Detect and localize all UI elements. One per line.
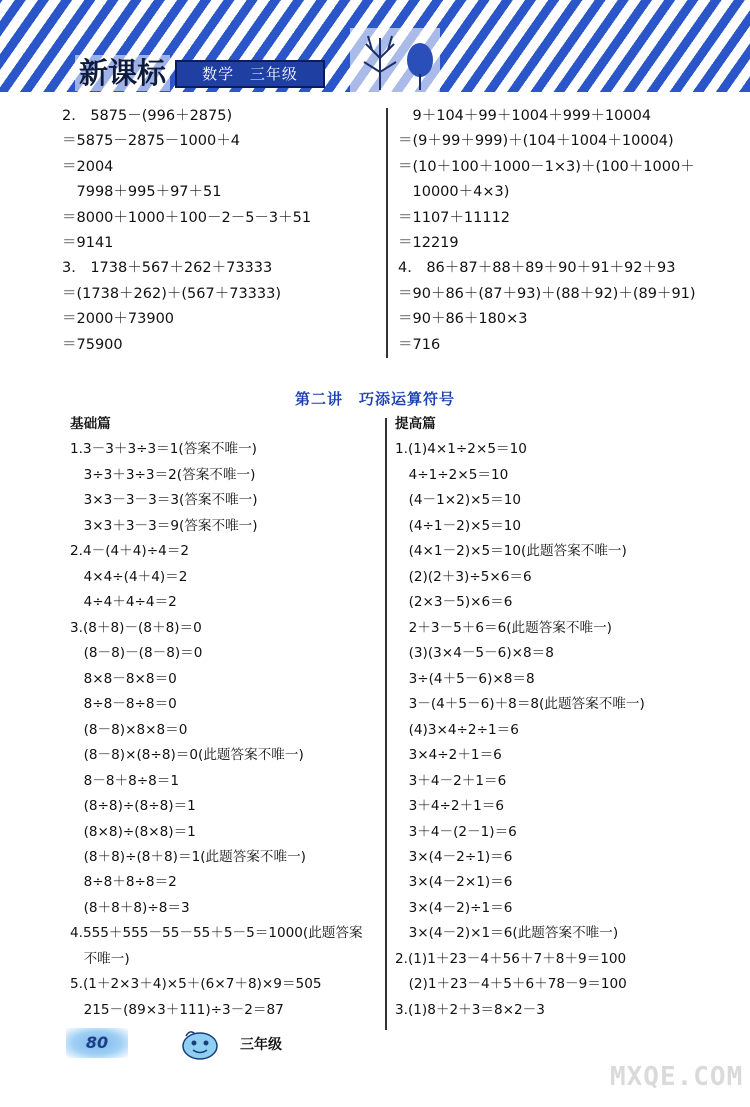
solution-line: ＝(10＋100＋1000－1×3)＋(100＋1000＋ [398,158,695,175]
answer-line: (8＋8＋8)÷8＝3 [70,899,190,916]
answer-line: 2.4－(4＋4)÷4＝2 [70,543,189,560]
answer-line: 3×3－3－3＝3(答案不唯一) [70,492,258,509]
answer-line: (8＋8)÷(8＋8)＝1(此题答案不唯一) [70,848,306,865]
answer-line: 3×3＋3－3＝9(答案不唯一) [70,517,258,534]
answer-line: 3＋4－2＋1＝6 [395,772,507,789]
subject-grade-badge [175,60,325,88]
series-title: 新课标 [75,55,170,91]
advanced-heading: 提高篇 [395,416,436,432]
advanced-section [395,412,645,1023]
solution-line: ＝(9＋99＋999)＋(104＋1004＋10004) [398,133,674,150]
answer-line: (2)(2＋3)÷5×6＝6 [395,568,532,585]
basic-section [70,412,363,1023]
answer-line: (3)(3×4－5－6)×8＝8 [395,645,554,662]
answer-line: 1.3－3＋3÷3＝1(答案不唯一) [70,441,257,458]
answer-line: 3×(4－2)÷1＝6 [395,899,513,916]
answer-line: 3.(1)8＋2＋3＝8×2－3 [395,1001,545,1018]
answer-line: (8÷8)÷(8÷8)＝1 [70,798,196,815]
answer-line: 3×4÷2＋1＝6 [395,747,502,764]
answer-line: 8×8－8×8＝0 [70,670,177,687]
answer-line: 8－8＋8÷8＝1 [70,772,180,789]
solution-line: ＝716 [398,336,441,353]
answer-line: 4×4÷(4＋4)＝2 [70,568,188,585]
answer-line: 2＋3－5＋6＝6(此题答案不唯一) [395,619,612,636]
tree-decoration-icon [350,28,440,92]
solution-line: ＝2000＋73900 [62,311,175,328]
solution-line: ＝75900 [62,336,123,353]
answer-line: 不唯一) [70,950,130,967]
solution-line: 2. 5875－(996＋2875) [62,108,233,124]
section-title: 第二讲 巧添运算符号 [294,390,455,408]
answer-line: (2)1＋23－4＋5＋6＋78－9＝100 [395,976,627,993]
answer-line: 3×(4－2×1)＝6 [395,874,513,891]
mascot-icon [180,1027,220,1061]
solution-line: 9＋104＋99＋1004＋999＋10004 [398,108,652,124]
answer-line: (4)3×4÷2÷1＝6 [395,721,519,738]
answer-line: 215－(89×3＋111)÷3－2＝87 [70,1001,284,1018]
answer-line: 5.(1＋2×3＋4)×5＋(6×7＋8)×9＝505 [70,976,322,993]
solution-line: 7998＋995＋97＋51 [62,184,222,201]
top-right-solutions [398,104,696,358]
answer-line: (4×1－2)×5＝10(此题答案不唯一) [395,543,627,560]
answer-line: 3－(4＋5－6)＋8＝8(此题答案不唯一) [395,696,645,713]
solution-line: ＝90＋86＋180×3 [398,311,528,328]
answer-line: (4÷1－2)×5＝10 [395,517,522,534]
solution-line: ＝90＋86＋(87＋93)＋(88＋92)＋(89＋91) [398,285,696,302]
footer-grade: 三年级 [240,1037,282,1053]
solution-line: 4. 86＋87＋88＋89＋90＋91＋92＋93 [398,260,676,277]
column-divider [385,418,387,1030]
solution-line: ＝12219 [398,234,459,251]
solution-line: 3. 1738＋567＋262＋73333 [62,260,273,277]
basic-heading: 基础篇 [70,416,111,432]
watermark-logo: MXQE.COM [610,1062,744,1092]
answer-line: 8÷8－8÷8＝0 [70,696,177,713]
page-number: 80 [66,1028,128,1058]
answer-line: 4.555＋555－55－55＋5－5＝1000(此题答案 [70,925,363,942]
answer-line: 2.(1)1＋23－4＋56＋7＋8＋9＝100 [395,950,627,967]
answer-line: 4÷4＋4÷4＝2 [70,594,177,611]
answer-line: 3÷3＋3÷3＝2(答案不唯一) [70,466,256,483]
answer-line: 3×(4－2)×1＝6(此题答案不唯一) [395,925,619,942]
answer-line: 3＋4－(2－1)＝6 [395,823,517,840]
page-header [0,0,750,92]
answer-line: 3＋4÷2＋1＝6 [395,798,505,815]
answer-line: 4÷1÷2×5＝10 [395,466,509,483]
subject-label: 数学 [202,65,235,83]
solution-line: ＝(1738＋262)＋(567＋73333) [62,285,282,302]
answer-line: (8－8)－(8－8)＝0 [70,645,203,662]
answer-line: 1.(1)4×1÷2×5＝10 [395,441,527,458]
solution-line: ＝5875－2875－1000＋4 [62,133,240,150]
answer-line: (4－1×2)×5＝10 [395,492,522,509]
answer-line: 3÷(4＋5－6)×8＝8 [395,670,535,687]
column-divider [386,108,388,358]
top-left-solutions [62,104,311,358]
grade-label: 三年级 [249,65,298,83]
answer-line: (8×8)÷(8×8)＝1 [70,823,196,840]
answer-line: (2×3－5)×6＝6 [395,594,513,611]
answer-line: 3×(4－2÷1)＝6 [395,848,513,865]
solution-line: ＝1107＋11112 [398,209,511,226]
answer-line: (8－8)×(8÷8)＝0(此题答案不唯一) [70,747,304,764]
solution-line: ＝8000＋1000＋100－2－5－3＋51 [62,209,312,226]
answer-line: (8－8)×8×8＝0 [70,721,188,738]
solution-line: ＝2004 [62,158,114,175]
answer-line: 3.(8＋8)－(8＋8)＝0 [70,619,202,636]
solution-line: 10000＋4×3) [398,184,510,201]
answer-line: 8÷8＋8÷8＝2 [70,874,177,891]
solution-line: ＝9141 [62,234,114,251]
